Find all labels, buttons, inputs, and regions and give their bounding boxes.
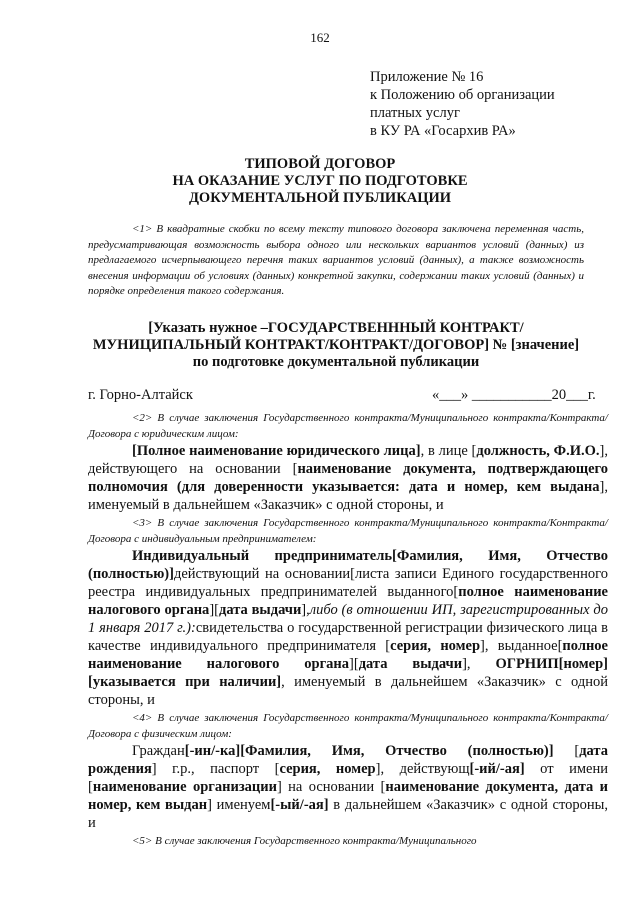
text-span: серия, номер <box>390 638 481 654</box>
footnote-2: <2> В случае заключения Государственного контракта/Муниципального контракта/Контракта/Договора с юридическим лицом: <box>88 412 608 440</box>
document-title <box>60 156 580 207</box>
text-span: наименование организации <box>92 779 277 795</box>
text-span: [-ый/-ая] <box>270 797 329 813</box>
text-span: , в лице [ <box>420 443 477 459</box>
text-span: [Фамилия, Имя, Отчество (полностью)] <box>240 743 554 759</box>
text-span: [ <box>553 743 580 759</box>
paragraph-legal-entity <box>88 442 608 514</box>
text-span: от имени [ <box>88 761 608 795</box>
text-span: ], выданное[ <box>480 638 563 654</box>
text-span: ] именуем <box>207 797 271 813</box>
text-span: полное наименование налогового органа <box>88 584 608 618</box>
text-span: серия, номер <box>279 761 376 777</box>
paragraph-entrepreneur <box>88 547 608 709</box>
text-span: ], <box>462 656 496 672</box>
text-span: дата рождения <box>88 743 608 777</box>
text-span: ] г.р., паспорт [ <box>151 761 280 777</box>
paragraph-individual <box>88 742 608 832</box>
text-span: либо (в отношении ИП, зарегистрированных до 1 января 2017 г.): <box>88 602 609 636</box>
footnote-5: <5> В случае заключения Государственного контракта/Муниципального <box>132 835 477 847</box>
document-body <box>88 410 608 849</box>
text-span: полное наименование налогового органа <box>88 638 608 672</box>
footnote-1: <1> В квадратные скобки по всему тексту типового договора заключена переменная часть, предусматривающая возможность выбора одного или нескольких вариантов условий (данных) из предлагаемого исчерпывающего перечня таких вариантов условий (данных), а также возможность внесения информации об условиях (данных) конкретной закупки, содержании таких условий (данных) и порядке определения такого содержания. <box>88 223 584 298</box>
footnote-3: <3> В случае заключения Государственного контракта/Муниципального контракта/Контракта/Договора с индивидуальным предпринимателем: <box>88 517 608 545</box>
text-span: должность, Ф.И.О. <box>476 443 600 459</box>
title-line: ТИПОВОЙ ДОГОВОР <box>244 156 396 172</box>
text-span: [Полное наименование юридического лица] <box>132 443 421 459</box>
text-span: [-ий/-ая] <box>469 761 525 777</box>
text-span: Граждан <box>132 743 185 759</box>
title-line: ДОКУМЕНТАЛЬНОЙ ПУБЛИКАЦИИ <box>188 190 452 206</box>
text-span: дата выдачи <box>358 656 463 672</box>
contract-heading-line: [Указать нужное –ГОСУДАРСТВЕНННЫЙ КОНТРАКТ/ <box>148 320 524 336</box>
text-span: ][ <box>209 602 219 618</box>
text-span: наименование документа, дата и номер, кем выдан <box>88 779 608 813</box>
text-span: ], <box>301 602 310 618</box>
contract-heading-line: МУНИЦИПАЛЬНЫЙ КОНТРАКТ/КОНТРАКТ/ДОГОВОР] № [значение] <box>92 337 580 353</box>
contract-heading-line: по подготовке документальной публикации <box>192 354 480 370</box>
text-span: ], именуемый в дальнейшем «Заказчик» с одной стороны, и <box>88 479 608 513</box>
appendix-line: Приложение № 16 <box>370 69 484 85</box>
place-city: г. Горно-Алтайск <box>88 387 193 403</box>
text-span: ] на основании [ <box>276 779 386 795</box>
text-span: , именуемый в дальнейшем «Заказчик» с одной стороны, и <box>88 674 608 708</box>
appendix-line: в КУ РА «Госархив РА» <box>370 123 516 139</box>
appendix-line: платных услуг <box>370 105 460 121</box>
contract-heading <box>88 320 584 371</box>
contract-date: «___» ___________20___г. <box>432 387 596 403</box>
text-span: [-ин/-ка] <box>184 743 241 759</box>
text-span: ОГРНИП[номер][указывается при наличии] <box>88 656 608 690</box>
footnote-4: <4> В случае заключения Государственного контракта/Муниципального контракта/Контракта/Договора с физическим лицом: <box>88 712 608 740</box>
text-span: дата выдачи <box>218 602 302 618</box>
appendix-block <box>370 68 555 140</box>
text-span: свидетельства о государственной регистрации физического лица в качестве индивидуального предпринимателя [ <box>88 620 608 654</box>
text-span: ], действующего на основании [ <box>88 443 608 477</box>
text-span: ][ <box>349 656 359 672</box>
text-span: действующий на основании[листа записи Единого государственного реестра индивидуальных предпринимателей выданного[ <box>88 566 608 600</box>
text-span: Индивидуальный предприниматель[Фамилия, Имя, Отчество (полностью)] <box>88 548 608 582</box>
title-line: НА ОКАЗАНИЕ УСЛУГ ПО ПОДГОТОВКЕ <box>172 173 468 189</box>
text-span: наименование документа, подтверждающего полномочия (для доверенности указывается: дата и номер, кем выдана <box>88 461 608 495</box>
text-span: ], действующ <box>375 761 470 777</box>
appendix-line: к Положению об организации <box>370 87 555 103</box>
page-number: 162 <box>310 30 330 45</box>
text-span: в дальнейшем «Заказчик» с одной стороны, и <box>88 797 608 831</box>
